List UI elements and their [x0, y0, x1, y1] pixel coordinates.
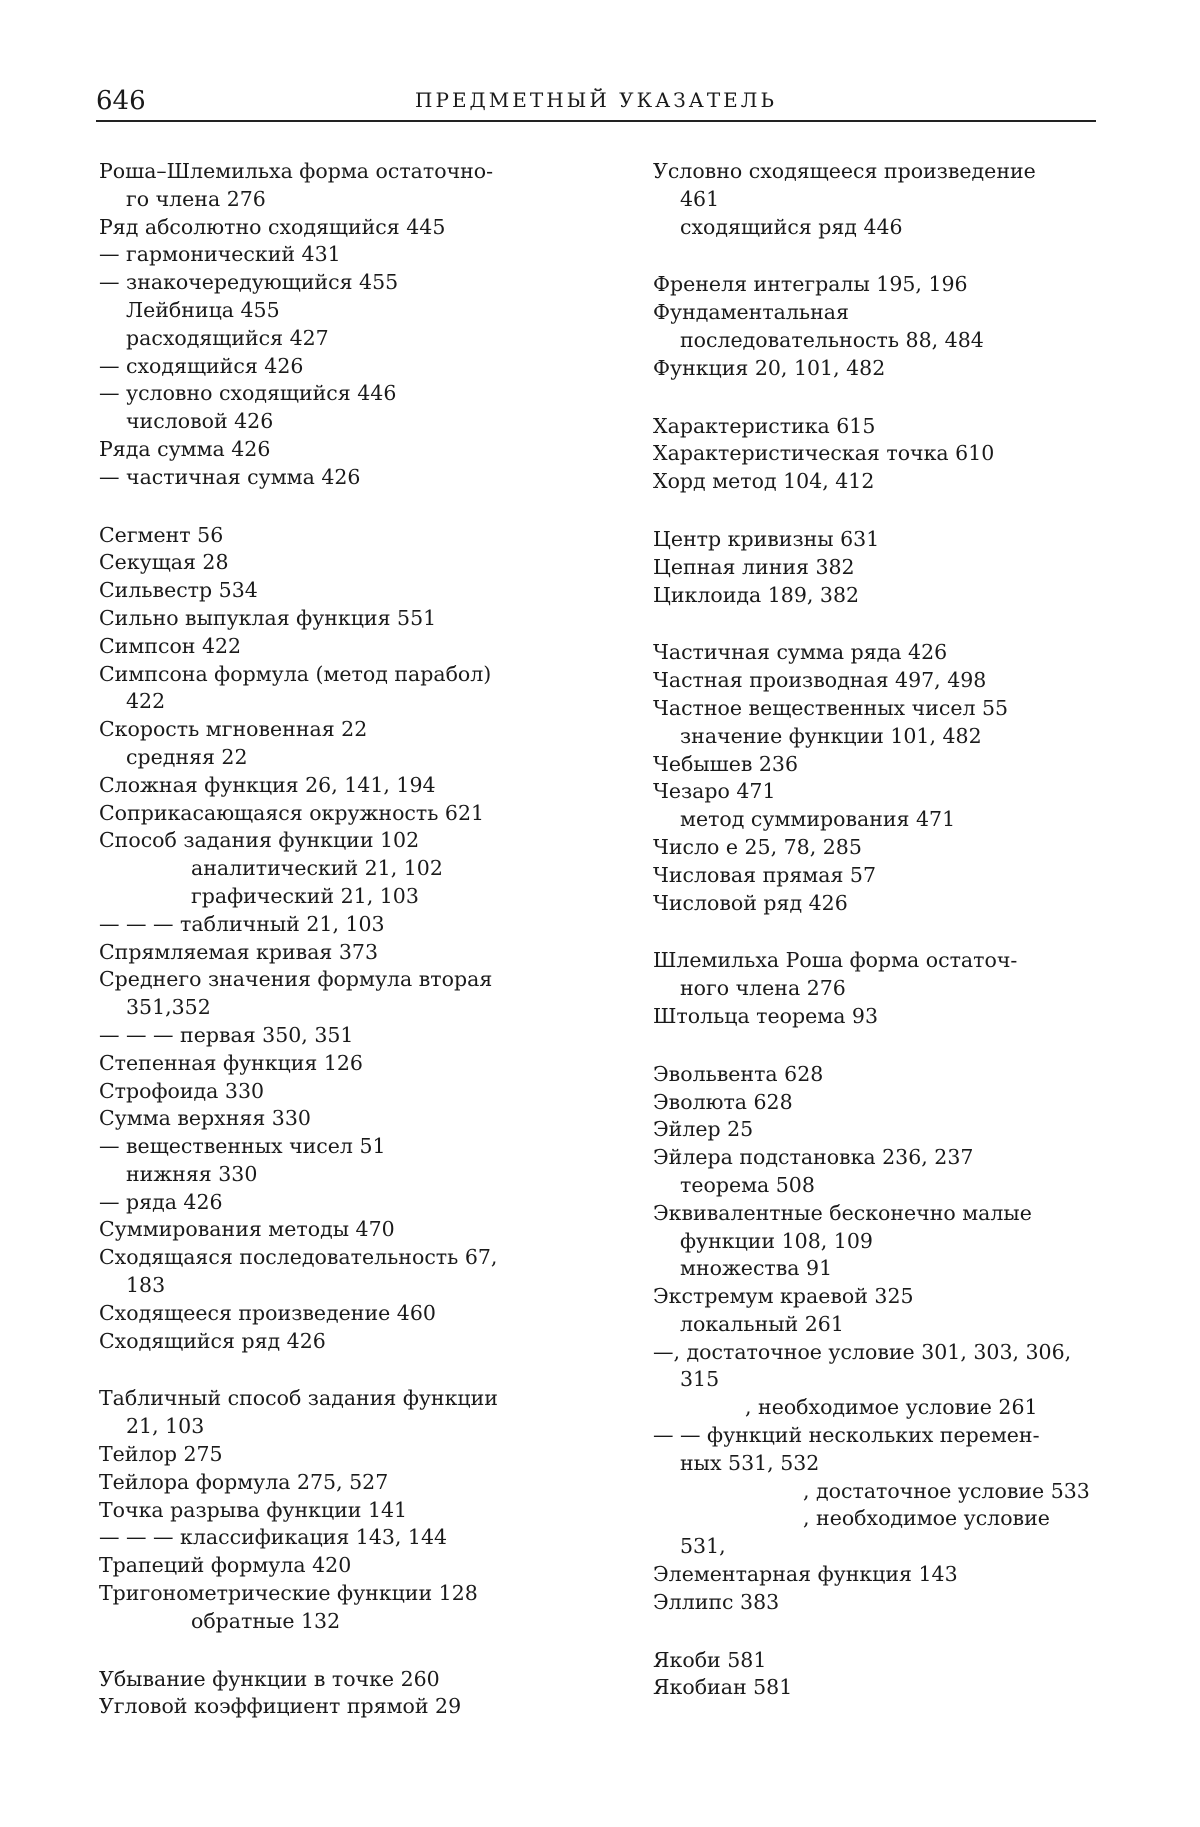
index-entry: Соприкасающаяся окружность 621: [99, 800, 485, 825]
index-entry: Шлемильха Роша форма остаточ-: [653, 948, 1018, 973]
index-entry: Спрямляемая кривая 373: [99, 939, 378, 964]
index-entry: 461: [680, 186, 720, 211]
index-entry: 183: [126, 1273, 166, 1298]
index-entry: Чезаро 471: [653, 779, 776, 804]
index-entry: Секущая 28: [99, 550, 229, 575]
index-entry: Угловой коэффициент прямой 29: [99, 1694, 462, 1719]
index-entry: значение функции 101, 482: [680, 723, 982, 748]
section-gap: [653, 241, 1093, 271]
index-entry: Тейлор 275: [99, 1442, 223, 1467]
index-entry: Штольца теорема 93: [653, 1003, 879, 1028]
index-entry: , необходимое условие 261: [745, 1395, 1038, 1420]
index-entry: — условно сходящийся 446: [99, 381, 397, 406]
index-entry: Частичная сумма ряда 426: [653, 640, 948, 665]
section-gap: [653, 496, 1093, 526]
index-entry: Эвольвента 628: [653, 1061, 824, 1086]
index-entry: сходящийся ряд 446: [680, 214, 903, 239]
index-entry: Скорость мгновенная 22: [99, 717, 368, 742]
index-entry: Экстремум краевой 325: [653, 1284, 914, 1309]
index-entry: функции 108, 109: [680, 1228, 873, 1253]
index-entry: ных 531, 532: [680, 1450, 820, 1475]
index-entry: нижняя 330: [126, 1161, 258, 1186]
index-entry: метод суммирования 471: [680, 807, 956, 832]
index-entry: 351,352: [126, 995, 211, 1020]
index-entry: Сильвестр 534: [99, 578, 258, 603]
index-entry: Среднего значения формула вторая: [99, 967, 493, 992]
index-entry: Якобиан 581: [653, 1675, 793, 1700]
index-entry: Сумма верхняя 330: [99, 1106, 311, 1131]
index-entry: обратные 132: [191, 1608, 341, 1633]
index-entry: множества 91: [680, 1256, 833, 1281]
index-entry: ного члена 276: [680, 976, 846, 1001]
section-gap: [99, 1636, 539, 1666]
index-entry: Сильно выпуклая функция 551: [99, 605, 437, 630]
index-entry: последовательность 88, 484: [680, 327, 984, 352]
section-gap: [653, 609, 1093, 639]
index-entry: Трапеций формула 420: [99, 1553, 352, 1578]
index-entry: — гармонический 431: [99, 242, 341, 267]
index-entry: , достаточное условие 533: [803, 1478, 1090, 1503]
index-entry: Строфоида 330: [99, 1078, 265, 1103]
section-gap: [653, 917, 1093, 947]
index-entry: Сложная функция 26, 141, 194: [99, 772, 436, 797]
index-entry: Сходящаяся последовательность 67,: [99, 1245, 498, 1270]
page-header: [96, 86, 1096, 122]
index-entry: Ряда сумма 426: [99, 436, 271, 461]
index-entry: — знакочередующийся 455: [99, 270, 399, 295]
index-entry: 422: [126, 689, 166, 714]
index-entry: Характеристика 615: [653, 413, 876, 438]
index-entry: 21, 103: [126, 1414, 205, 1439]
index-entry: числовой 426: [126, 409, 274, 434]
index-entry: Чебышев 236: [653, 751, 799, 776]
index-entry: Частное вещественных чисел 55: [653, 695, 1009, 720]
index-entry: Лейбница 455: [126, 297, 280, 322]
section-gap: [99, 492, 539, 522]
index-entry: Фундаментальная: [653, 300, 849, 325]
index-entry: Симпсона формула (метод парабол): [99, 661, 492, 686]
header-rule: [96, 120, 1096, 122]
index-entry: Центр кривизны 631: [653, 526, 880, 551]
index-column-left: [99, 158, 539, 1721]
index-entry: локальный 261: [680, 1311, 844, 1336]
index-entry: 315: [680, 1367, 720, 1392]
index-entry: — вещественных чисел 51: [99, 1134, 386, 1159]
index-entry: — — — первая 350, 351: [99, 1022, 354, 1047]
index-entry: 531,: [680, 1534, 726, 1559]
index-entry: Роша–Шлемильха форма остаточно-: [99, 159, 494, 183]
index-entry: —, достаточное условие 301, 303, 306,: [653, 1339, 1072, 1364]
index-entry: Тригонометрические функции 128: [99, 1581, 478, 1606]
index-entry: Точка разрыва функции 141: [99, 1497, 408, 1522]
index-entry: — сходящийся 426: [99, 353, 304, 378]
index-entry: Ряд абсолютно сходящийся 445: [99, 214, 446, 239]
index-entry: Частная производная 497, 498: [653, 668, 987, 693]
index-entry: расходящийся 427: [126, 325, 329, 350]
index-entry: , необходимое условие: [803, 1506, 1050, 1531]
index-entry: — — — табличный 21, 103: [99, 911, 385, 936]
section-gap: [653, 383, 1093, 413]
index-entry: Сходящееся произведение 460: [99, 1300, 436, 1325]
index-entry: Эйлер 25: [653, 1117, 754, 1142]
index-entry: го члена 276: [126, 186, 266, 211]
index-entry: Хорд метод 104, 412: [653, 469, 875, 494]
index-entry: Способ задания функции 102: [99, 828, 420, 853]
index-entry: Число e 25, 78, 285: [653, 834, 862, 859]
index-entry: — — функций нескольких перемен-: [653, 1423, 1040, 1448]
index-entry: Сходящийся ряд 426: [99, 1328, 326, 1353]
index-entry: Френеля интегралы 195, 196: [653, 272, 968, 297]
index-entry: Симпсон 422: [99, 633, 242, 658]
index-entry: Якоби 581: [653, 1647, 767, 1672]
index-entry: Эйлера подстановка 236, 237: [653, 1145, 974, 1170]
section-gap: [99, 1355, 539, 1385]
index-entry: графический 21, 103: [191, 883, 419, 908]
index-entry: Тейлора формула 275, 527: [99, 1469, 389, 1494]
index-entry: Условно сходящееся произведение: [653, 159, 1036, 183]
index-entry: Степенная функция 126: [99, 1050, 363, 1075]
index-entry: Убывание функции в точке 260: [99, 1666, 440, 1691]
index-entry: Эллипс 383: [653, 1589, 780, 1614]
index-entry: Суммирования методы 470: [99, 1217, 395, 1242]
index-entry: — частичная сумма 426: [99, 464, 361, 489]
page-number: 646: [96, 86, 146, 116]
running-title: ПРЕДМЕТНЫЙ УКАЗАТЕЛЬ: [415, 88, 777, 112]
index-entry: Эволюта 628: [653, 1089, 793, 1114]
index-entry: Функция 20, 101, 482: [653, 355, 886, 380]
index-entry: Циклоида 189, 382: [653, 582, 860, 607]
index-entry: Числовая прямая 57: [653, 862, 876, 887]
index-entry: — ряда 426: [99, 1189, 223, 1214]
index-entry: Эквивалентные бесконечно малые: [653, 1200, 1032, 1225]
index-entry: средняя 22: [126, 744, 248, 769]
index-entry: Характеристическая точка 610: [653, 441, 995, 466]
index-entry: Числовой ряд 426: [653, 890, 848, 915]
index-column-right: [653, 158, 1093, 1702]
index-entry: теорема 508: [680, 1172, 815, 1197]
index-entry: Цепная линия 382: [653, 554, 855, 579]
index-entry: — — — классификация 143, 144: [99, 1525, 448, 1550]
index-entry: Сегмент 56: [99, 522, 224, 547]
index-entry: Элементарная функция 143: [653, 1562, 958, 1587]
index-entry: аналитический 21, 102: [191, 856, 443, 881]
index-entry: Табличный способ задания функции: [99, 1386, 498, 1411]
section-gap: [653, 1617, 1093, 1647]
section-gap: [653, 1031, 1093, 1061]
